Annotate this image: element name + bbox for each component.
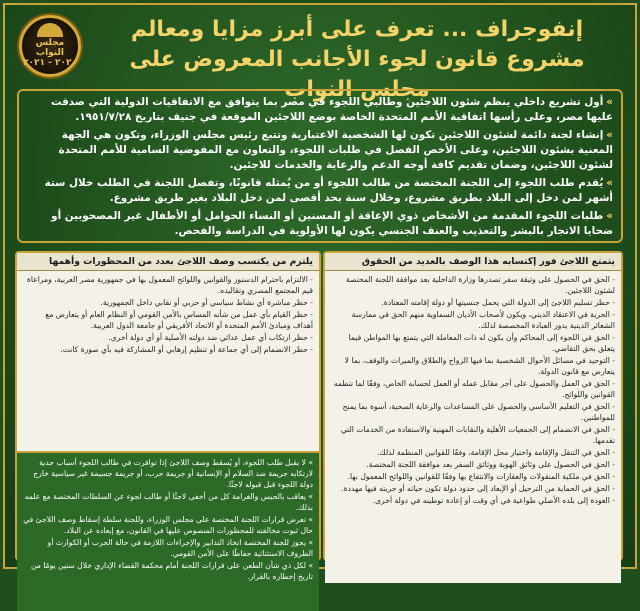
bullet-icon: » [606, 129, 613, 141]
rights-item: - الحق في العمل والحصول على أجر مقابل عمله أو العمل لحسابه الخاص، وفقًا لما تنظمه القوانين واللوائح. [333, 379, 615, 399]
rights-item: - الحرية في الاعتقاد الديني، ويكون لأصحاب الأديان السماوية منهم الحق في ممارسة الشعائر الدينية بدور العبادة المخصصة لذلك. [351, 310, 615, 330]
prohibited-heading: يلتزم من يكتسب وصف اللاجئ بعدد من المحظورات وأهمها [17, 253, 319, 271]
penalties-item: » تعرض قرارات اللجنة المختصة على مجلس الوزراء، وللجنة سلطة إسقاط وصف اللاجئ في حال ثبوت مخالفته للمحظورات المنصوص عليها في القانون، مع إبعاده عن البلاد. [23, 515, 313, 535]
rights-item: - التوحيد في مسائل الأحوال الشخصية بما فيها الزواج والطلاق والميراث والوقف، بما لا يتعارض مع قانون الدولة. [344, 356, 615, 376]
title-line-1: إنفوجراف ... تعرف على أبرز مزايا ومعالم [130, 17, 584, 42]
penalties-item: » لكل ذي شأن الطعن على قرارات اللجنة أمام محكمة القضاء الإداري خلال ستين يومًا من تاريخ إخطاره بالقرار. [30, 561, 313, 581]
prohibited-item: - حظر الانضمام إلى أي جماعة أو تنظيم إرهابي أو المشاركة فيه بأي صورة كانت. [60, 345, 313, 354]
logo-name: مجلس النواب [35, 38, 65, 59]
rights-item: - العودة إلى بلده الأصلي طواعية في أي وقت أو إعادة توطينه في دولة أخرى. [372, 496, 615, 505]
rights-item: - الحق في الحصول على وثائق الهوية ووثائق السفر بعد موافقة اللجنة المختصة. [366, 460, 615, 469]
rights-item: - الحق في الحصول على وثيقة سفر تصدرها وزارة الداخلية بعد موافقة اللجنة المختصة لشئون اللاجئين. [346, 275, 615, 295]
prohibited-item: - حظر مباشرة أي نشاط سياسي أو حزبي أو نقابي داخل الجمهورية. [100, 298, 313, 307]
bullet-icon: » [606, 210, 613, 222]
logo-years: ٢٠٢٠ - ٢٠٢١ [23, 57, 77, 68]
intro-item: »أول تشريع داخلي ينظم شئون اللاجئين وطالبي اللجوء في مصر بما يتوافق مع الاتفاقيات الدولية التي صدقت عليها مصر، وعلى رأسها اتفاقية الأمم المتحدة الخاصة بوضع اللاجئين الموقعة في جنيف بتاريخ ١٩٥١/٧/٢٨. [50, 96, 613, 123]
parliament-logo [19, 15, 81, 77]
dome-icon [37, 23, 63, 37]
prohibited-item: - حظر ارتكاب أي عمل عدائي ضد دولته الأصلية أو أي دولة أخرى. [108, 333, 313, 342]
intro-item: »يُقدم طلب اللجوء إلى اللجنة المختصة من طالب اللجوء أو من يُمثله قانونًا، وتفصل اللجنة في الطلب خلال ستة أشهر لمن دخل إلى البلاد بطريق مشروع، وخلال سنة بحد أقصى لمن دخل البلاد بغير طريق مشروع. [44, 177, 613, 204]
rights-item: - حظر تسليم اللاجئ إلى الدولة التي يحمل جنسيتها أو دولة إقامته المعتادة. [381, 298, 615, 307]
penalties-item: » لا يقبل طلب اللجوء، أو يُسقط وصف اللاجئ إذا توافرت في طالب اللجوء أسباب جدية لارتكابه جريمة ضد السلام أو الإنسانية أو جريمة حرب، أو جريمة جسيمة غير سياسية خارج دولة اللجوء قبل قبوله لاجئًا. [33, 458, 313, 489]
penalties-item: » يعاقب بالحبس والغرامة كل من أخفى لاجئًا أو طالب لجوء عن السلطات المختصة مع علمه بذلك. [24, 492, 313, 512]
rights-item: - الحق في اللجوء إلى المحاكم وأن يكون له ذات المعاملة التي يتمتع بها المواطن فيما يتعلق بحق التقاضي. [348, 333, 615, 353]
intro-item: »طلبات اللجوء المقدمة من الأشخاص ذوي الإعاقة أو المسنين أو النساء الحوامل أو الأطفال غير المصحوبين أو ضحايا الاتجار بالبشر والتعذيب والعنف الجنسي يكون لها الأولوية في الدراسة والفحص. [51, 210, 613, 237]
rights-item: - الحق في التنقل والإقامة واختيار محل الإقامة، وفقًا للقوانين المنظمة لذلك. [377, 448, 615, 457]
rights-heading: يتمتع اللاجئ فور إكتسابه هذا الوصف بالعديد من الحقوق [325, 253, 621, 271]
rights-item: - الحق في الحماية من الترحيل أو الإبعاد إلى حدود دولة تكون حياته أو حريته فيها مهددة. [341, 484, 615, 493]
penalties-list [17, 451, 319, 611]
rights-item: - الحق في الانضمام إلى الجمعيات الأهلية والنقابات المهنية والاستفادة من الخدمات التي تقدمها. [340, 425, 615, 445]
bullet-icon: » [606, 177, 613, 189]
prohibited-list [17, 271, 319, 451]
penalties-item: » يجوز للجنة المختصة اتخاذ التدابير والإجراءات اللازمة في حالة الحرب أو الكوارث أو الظروف الاستثنائية حفاظًا على الأمن القومي. [47, 538, 313, 558]
bullet-icon: » [606, 96, 613, 108]
prohibited-item: - الالتزام باحترام الدستور والقوانين واللوائح المعمول بها في جمهورية مصر العربية، ومراعاة قيم المجتمع المصري وتقاليده. [26, 275, 313, 295]
rights-item: - الحق في التعليم الأساسي والحصول على المساعدات والرعاية الصحية، أسوة بما يمنح للمواطنين. [342, 402, 615, 422]
rights-item: - الحق في ملكية المنقولات والعقارات والانتفاع بها وفقًا للقوانين واللوائح المعمول بها. [347, 472, 615, 481]
prohibited-item: - حظر القيام بأي عمل من شأنه المساس بالأمن القومي أو النظام العام أو يتعارض مع أهداف ومبادئ الأمم المتحدة أو الاتحاد الأفريقي أو جامعة الدول العربية. [45, 310, 313, 330]
rights-box [323, 251, 623, 561]
infographic-frame [3, 3, 637, 581]
title-line-2: مشروع قانون لجوء الأجانب المعروض على مجلس النواب [129, 47, 585, 102]
obligations-box [15, 251, 321, 581]
intro-item: »إنشاء لجنة دائمة لشئون اللاجئين تكون لها الشخصية الاعتبارية وتتبع رئيس مجلس الوزراء، وتكون هي الجهة المعنية بشئون اللاجئين، وعلى الأخص الفصل في طلبات اللجوء، والتعاون مع المفوضية السامية للأمم المتحدة لشئون اللاجئين، وضمان تقديم كافة أوجه الدعم والرعاية والخدمات للاجئين. [58, 129, 613, 171]
rights-list [325, 271, 621, 583]
intro-box [17, 89, 623, 243]
